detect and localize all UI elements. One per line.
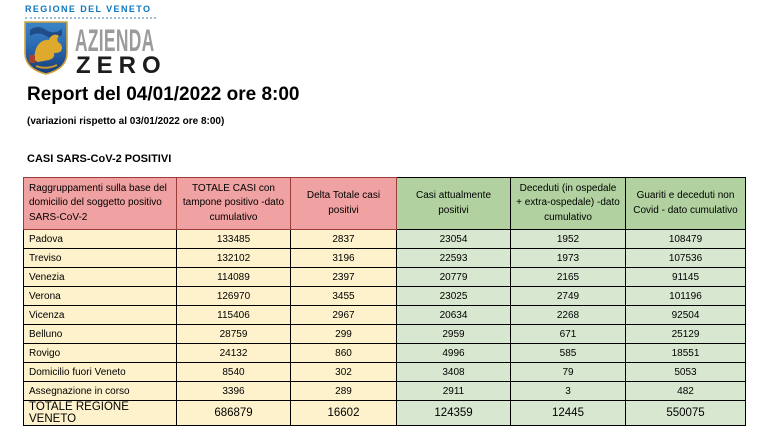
cell-value: 4996 <box>397 344 511 363</box>
cell-value: 671 <box>511 325 626 344</box>
cell-value: 101196 <box>626 287 746 306</box>
table-row <box>24 325 746 344</box>
column-header: TOTALE CASI con tampone positivo -dato cumulativo <box>177 178 291 230</box>
row-label: Verona <box>24 287 177 306</box>
cell-value: 2911 <box>397 382 511 401</box>
row-label: Padova <box>24 230 177 249</box>
section-title: CASI SARS-CoV-2 POSITIVI <box>27 153 172 165</box>
cell-value: 23054 <box>397 230 511 249</box>
cell-value: 302 <box>291 363 397 382</box>
cell-value: 126970 <box>177 287 291 306</box>
cell-value: 28759 <box>177 325 291 344</box>
cell-value: 1973 <box>511 249 626 268</box>
cell-value: 12445 <box>511 401 626 426</box>
cell-value: 23025 <box>397 287 511 306</box>
brand-azienda-text: AZIENDA <box>75 23 155 59</box>
cell-value: 3196 <box>291 249 397 268</box>
cell-value: 2959 <box>397 325 511 344</box>
covid-cases-table-container <box>23 177 746 426</box>
region-label: REGIONE DEL VENETO <box>25 4 152 14</box>
cell-value: 115406 <box>177 306 291 325</box>
page-title: Report del 04/01/2022 ore 8:00 <box>27 84 300 105</box>
cell-value: 2165 <box>511 268 626 287</box>
row-label: Rovigo <box>24 344 177 363</box>
cell-value: 22593 <box>397 249 511 268</box>
cell-value: 482 <box>626 382 746 401</box>
cell-value: 2967 <box>291 306 397 325</box>
column-header: Delta Totale casi positivi <box>291 178 397 230</box>
cell-value: 25129 <box>626 325 746 344</box>
table-row <box>24 382 746 401</box>
cell-value: 114089 <box>177 268 291 287</box>
table-total-row <box>24 401 746 426</box>
covid-cases-table <box>23 177 746 426</box>
column-header: Deceduti (in ospedale + extra-ospedale) -dato cumulativo <box>511 178 626 230</box>
cell-value: 124359 <box>397 401 511 426</box>
table-row <box>24 344 746 363</box>
row-label: Vicenza <box>24 306 177 325</box>
cell-value: 20779 <box>397 268 511 287</box>
cell-value: 5053 <box>626 363 746 382</box>
cell-value: 2749 <box>511 287 626 306</box>
table-row <box>24 230 746 249</box>
table-row <box>24 249 746 268</box>
row-label: Assegnazione in corso <box>24 382 177 401</box>
cell-value: 92504 <box>626 306 746 325</box>
table-row <box>24 363 746 382</box>
cell-value: 16602 <box>291 401 397 426</box>
cell-value: 133485 <box>177 230 291 249</box>
cell-value: 2268 <box>511 306 626 325</box>
cell-value: 1952 <box>511 230 626 249</box>
cell-value: 860 <box>291 344 397 363</box>
cell-value: 686879 <box>177 401 291 426</box>
column-header: Raggruppamenti sulla base del domicilio del soggetto positivo SARS-CoV-2 <box>24 178 177 230</box>
veneto-crest-icon <box>23 20 69 76</box>
row-label: Domicilio fuori Veneto <box>24 363 177 382</box>
table-row <box>24 287 746 306</box>
column-header: Guariti e deceduti non Covid - dato cumulativo <box>626 178 746 230</box>
cell-value: 91145 <box>626 268 746 287</box>
cell-value: 2837 <box>291 230 397 249</box>
cell-value: 107536 <box>626 249 746 268</box>
cell-value: 585 <box>511 344 626 363</box>
table-row <box>24 306 746 325</box>
dotted-divider <box>25 17 156 19</box>
cell-value: 3396 <box>177 382 291 401</box>
cell-value: 24132 <box>177 344 291 363</box>
brand-zero-text: ZERO <box>76 52 167 79</box>
cell-value: 132102 <box>177 249 291 268</box>
cell-value: 289 <box>291 382 397 401</box>
cell-value: 18551 <box>626 344 746 363</box>
cell-value: 20634 <box>397 306 511 325</box>
row-label: TOTALE REGIONE VENETO <box>24 401 177 426</box>
cell-value: 3455 <box>291 287 397 306</box>
cell-value: 2397 <box>291 268 397 287</box>
table-row <box>24 268 746 287</box>
cell-value: 299 <box>291 325 397 344</box>
cell-value: 8540 <box>177 363 291 382</box>
page-subtitle: (variazioni rispetto al 03/01/2022 ore 8:00) <box>27 116 225 127</box>
column-header: Casi attualmente positivi <box>397 178 511 230</box>
row-label: Venezia <box>24 268 177 287</box>
table-header-row <box>24 178 746 230</box>
row-label: Belluno <box>24 325 177 344</box>
cell-value: 550075 <box>626 401 746 426</box>
cell-value: 108479 <box>626 230 746 249</box>
cell-value: 79 <box>511 363 626 382</box>
row-label: Treviso <box>24 249 177 268</box>
cell-value: 3408 <box>397 363 511 382</box>
cell-value: 3 <box>511 382 626 401</box>
azienda-zero-logo <box>25 4 175 80</box>
